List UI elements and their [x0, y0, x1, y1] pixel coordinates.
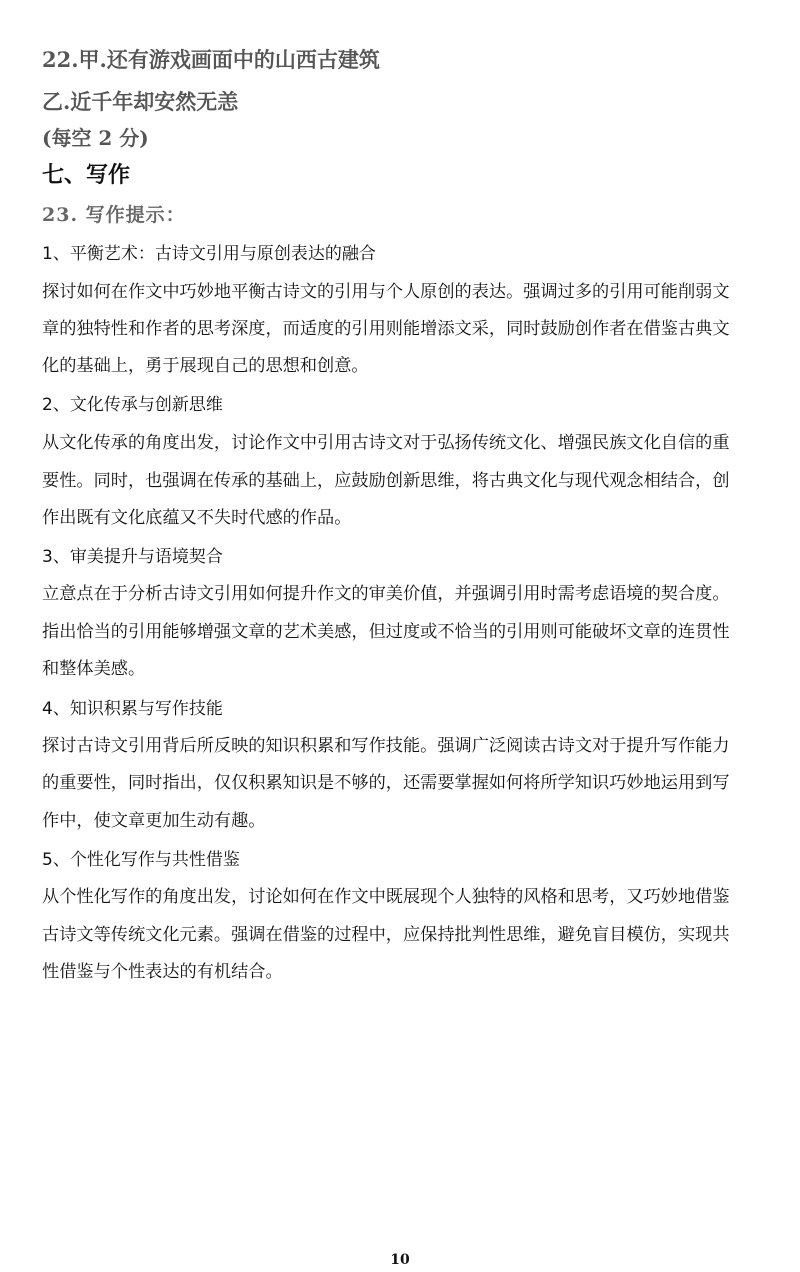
point-2-line-2: 要性。同时，也强调在传承的基础上，应鼓励创新思维，将古典文化与现代观念相结合，创 — [42, 471, 730, 491]
point-4-line-1: 探讨古诗文引用背后所反映的知识积累和写作技能。强调广泛阅读古诗文对于提升写作能力 — [42, 736, 730, 756]
point-4-line-3: 作中，使文章更加生动有趣。 — [42, 811, 266, 831]
point-1-line-2: 章的独特性和作者的思考深度，而适度的引用则能增添文采，同时鼓励创作者在借鉴古典文 — [42, 319, 730, 339]
q23-title: 23. 写作提示： — [42, 204, 186, 226]
point-4-line-2: 的重要性，同时指出，仅仅积累知识是不够的，还需要掌握如何将所学知识巧妙地运用到写 — [42, 773, 730, 793]
point-2-line-1: 从文化传承的角度出发，讨论作文中引用古诗文对于弘扬传统文化、增强民族文化自信的重 — [42, 433, 730, 453]
q22-score-note: (每空 2 分) — [42, 126, 149, 150]
point-1-line-3: 化的基础上，勇于展现自己的思想和创意。 — [42, 356, 369, 376]
point-2-line-3: 作出既有文化底蕴又不失时代感的作品。 — [42, 508, 352, 528]
point-3-heading: 3、审美提升与语境契合 — [42, 547, 223, 567]
section-title-writing: 七、写作 — [42, 162, 131, 188]
q22-answer-yi: 乙.近千年却安然无恙 — [42, 89, 239, 114]
page-number: 10 — [390, 1252, 410, 1268]
point-3-line-3: 和整体美感。 — [42, 659, 146, 679]
point-2-heading: 2、文化传承与创新思维 — [42, 395, 223, 415]
point-5-heading: 5、个性化写作与共性借鉴 — [42, 850, 240, 870]
point-5-line-1: 从个性化写作的角度出发，讨论如何在作文中既展现个人独特的风格和思考，又巧妙地借鉴 — [42, 887, 730, 907]
point-4-heading: 4、知识积累与写作技能 — [42, 699, 223, 719]
point-5-line-2: 古诗文等传统文化元素。强调在借鉴的过程中，应保持批判性思维，避免盲目模仿，实现共 — [42, 925, 730, 945]
point-3-line-1: 立意点在于分析古诗文引用如何提升作文的审美价值，并强调引用时需考虑语境的契合度。 — [42, 584, 730, 604]
point-5-line-3: 性借鉴与个性表达的有机结合。 — [42, 962, 283, 982]
point-1-line-1: 探讨如何在作文中巧妙地平衡古诗文的引用与个人原创的表达。强调过多的引用可能削弱文 — [42, 282, 730, 302]
point-1-heading: 1、平衡艺术：古诗文引用与原创表达的融合 — [42, 244, 376, 264]
q22-answer-jia: 22.甲.还有游戏画面中的山西古建筑 — [42, 47, 380, 72]
point-3-line-2: 指出恰当的引用能够增强文章的艺术美感，但过度或不恰当的引用则可能破坏文章的连贯性 — [42, 622, 730, 642]
